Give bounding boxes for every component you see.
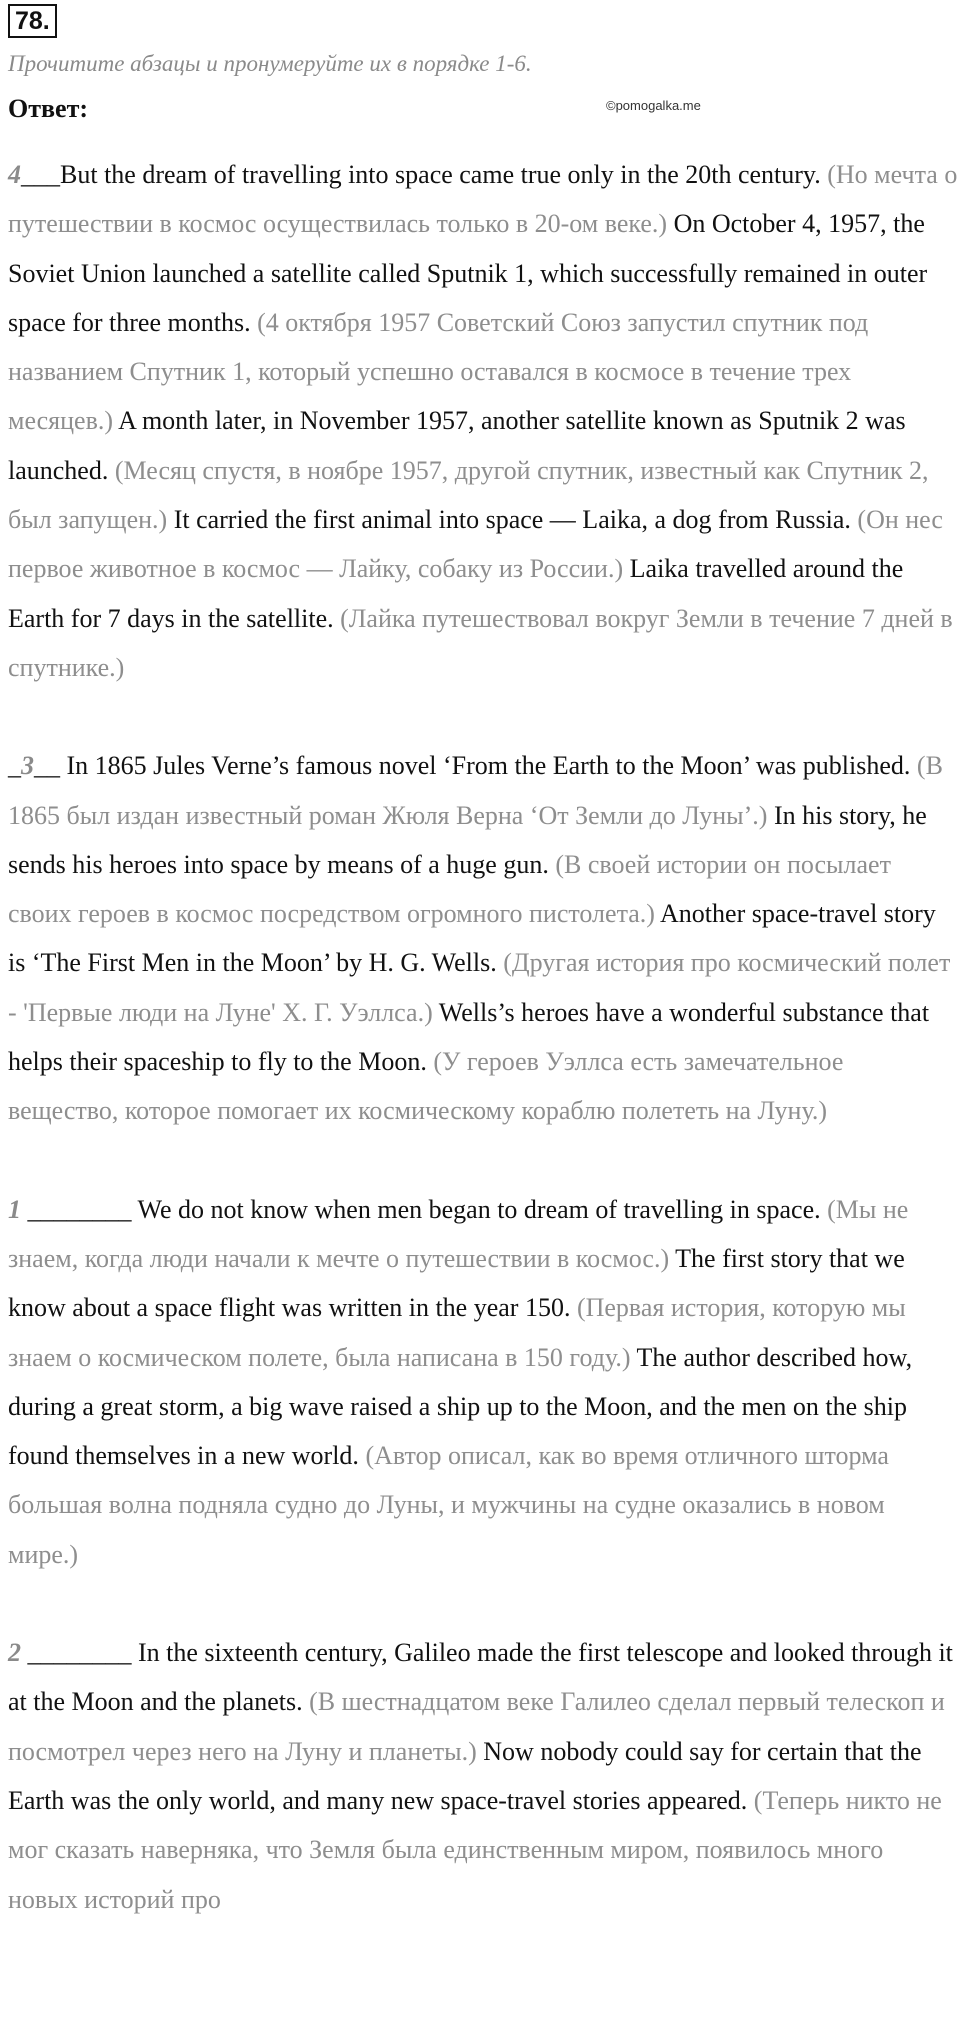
- paragraph-number: 1: [8, 1194, 21, 1224]
- paragraph: [8, 741, 958, 1135]
- english-sentence: But the dream of travelling into space came true only in the 20th century.: [60, 160, 821, 189]
- english-sentence: On October 4, 1957, the Soviet Union launched a satellite called Sputnik 1, which successfully remained in outer space for three months.: [8, 209, 928, 337]
- russian-translation: (У героев Уэллса есть замечательное вещество, которое помогает их космическому кораблю полететь на Луну.): [8, 1047, 844, 1126]
- english-sentence: It carried the first animal into space — Laika, a dog from Russia.: [173, 505, 851, 535]
- answer-label: Ответ:: [8, 94, 89, 123]
- answer-blank: ___: [21, 160, 60, 189]
- answer-blank: ________: [27, 1638, 132, 1668]
- answer-blank: __: [34, 751, 60, 781]
- exercise-number: 78.: [8, 4, 57, 38]
- russian-translation: (Лайка путешествовал вокруг Земли в течение 7 дней в спутнике.): [8, 603, 953, 682]
- english-sentence: Another space-travel story is ‘The First Men in the Moon’ by H. G. Wells.: [8, 899, 936, 978]
- english-sentence: Laika travelled around the Earth for 7 days in the satellite.: [8, 554, 904, 633]
- answer-body: [8, 150, 958, 1973]
- answer-blank: ________: [27, 1194, 132, 1224]
- paragraph: [8, 1628, 958, 1924]
- paragraph-number: 3: [21, 751, 34, 781]
- russian-translation: (Другая история про космический полет - 'Первые люди на Луне' Х. Г. Уэллса.): [8, 948, 951, 1027]
- english-sentence: A month later, in November 1957, another satellite known as Sputnik 2 was launched.: [8, 406, 906, 485]
- english-sentence: We do not know when men began to dream of travelling in space.: [137, 1194, 821, 1224]
- english-sentence: Now nobody could say for certain that the Earth was the only world, and many new space-travel stories appeared.: [8, 1736, 922, 1815]
- paragraph-number: 4: [8, 160, 21, 189]
- russian-translation: (4 октября 1957 Советский Союз запустил спутник под названием Спутник 1, который успешно оставался в космосе в течение трех месяцев.): [8, 307, 869, 436]
- russian-translation: (Мы не знаем, когда люди начали к мечте о путешествии в космос.): [8, 1194, 909, 1273]
- paragraph: [8, 1185, 958, 1579]
- russian-translation: (Первая история, которую мы знаем о космическом полете, была написана в 150 году.): [8, 1293, 906, 1372]
- russian-translation: (В 1865 был издан известный роман Жюля Верна ‘От Земли до Луны’.): [8, 751, 943, 830]
- russian-translation: (Он нес первое животное в космос — Лайку, собаку из России.): [8, 505, 943, 584]
- paragraph-number: 2: [8, 1638, 21, 1668]
- russian-translation: (Теперь никто не мог сказать наверняка, что Земля была единственным миром, появилось много новых историй про: [8, 1785, 942, 1914]
- english-sentence: In the sixteenth century, Galileo made the first telescope and looked through it at the Moon and the planets.: [8, 1638, 953, 1717]
- paragraph: [8, 150, 958, 692]
- english-sentence: The author described how, during a great storm, a big wave raised a ship up to the Moon, and the men on the ship found themselves in a new world.: [8, 1342, 913, 1471]
- answer-blank-prefix: _: [8, 751, 21, 781]
- russian-translation: (В шестнадцатом веке Галилео сделал первый телескоп и посмотрел через него на Луну и планеты.): [8, 1687, 945, 1766]
- english-sentence: In 1865 Jules Verne’s famous novel ‘From the Earth to the Moon’ was published.: [66, 751, 911, 781]
- russian-translation: (В своей истории он посылает своих героев в космос посредством огромного пистолета.): [8, 849, 891, 929]
- watermark: ©pomogalka.me: [606, 98, 701, 113]
- russian-translation: (Но мечта о путешествии в космос осуществилась только в 20-ом веке.): [8, 160, 958, 239]
- russian-translation: (Автор описал, как во время отличного шторма большая волна подняла судно до Луны, и мужчины на судне оказались в новом мире.): [8, 1441, 889, 1569]
- english-sentence: Wells’s heroes have a wonderful substance that helps their spaceship to fly to the Moon.: [8, 997, 930, 1077]
- english-sentence: The first story that we know about a space flight was written in the year 150.: [8, 1243, 905, 1323]
- russian-translation: (Месяц спустя, в ноябре 1957, другой спутник, известный как Спутник 2, был запущен.): [8, 455, 929, 535]
- english-sentence: In his story, he sends his heroes into space by means of a huge gun.: [8, 800, 927, 879]
- instruction-text: Прочитите абзацы и пронумеруйте их в порядке 1-6.: [8, 51, 532, 76]
